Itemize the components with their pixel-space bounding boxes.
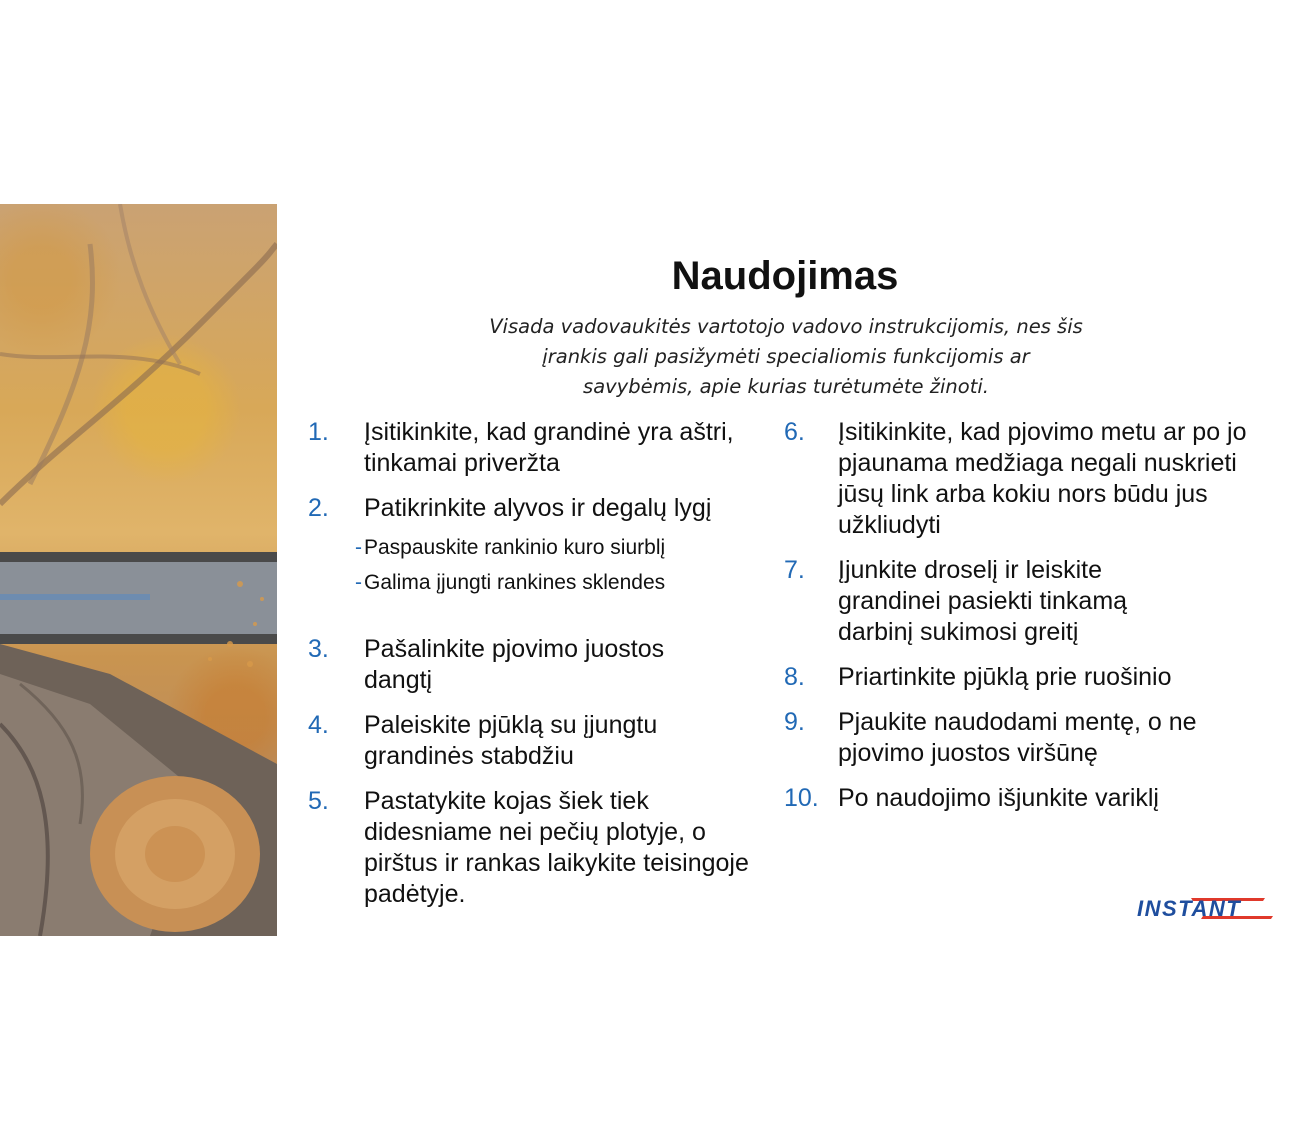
step-number: 5. <box>308 787 329 815</box>
list-item <box>308 710 778 772</box>
sub-list-item <box>355 565 778 600</box>
step-number: 10. <box>784 784 819 812</box>
instant-logo <box>1133 894 1283 922</box>
list-item <box>308 417 778 479</box>
step-number: 6. <box>784 418 805 446</box>
sub-list-item <box>355 530 778 565</box>
step-text: Paleiskite pjūklą su įjungtu grandinės stabdžiu <box>364 711 658 770</box>
step-text: Patikrinkite alyvos ir degalų lygį <box>364 494 712 522</box>
logo-text: INSTANT <box>1137 896 1242 921</box>
step-number: 2. <box>308 494 329 522</box>
list-item <box>784 555 1284 648</box>
slide <box>0 204 1300 936</box>
subtitle-line: Visada vadovaukitės vartotojo vadovo instrukcijomis, nes šis <box>489 315 1083 338</box>
step-text: Įsitikinkite, kad grandinė yra aštri, tinkamai priveržta <box>364 418 734 477</box>
list-item <box>308 493 778 524</box>
left-steps-list <box>308 417 778 924</box>
step-text: Priartinkite pjūklą prie ruošinio <box>838 663 1172 691</box>
page-title: Naudojimas <box>671 254 899 298</box>
step-text: Po naudojimo išjunkite variklį <box>838 784 1159 812</box>
step-text: Pjaukite naudodami mentę, o ne pjovimo juostos viršūnę <box>838 708 1197 767</box>
step-number: 1. <box>308 418 329 446</box>
sub-item-text: Paspauskite rankinio kuro siurblį <box>364 536 666 559</box>
list-item <box>308 634 778 696</box>
step-number: 7. <box>784 556 805 584</box>
step-text: Pašalinkite pjovimo juostos dangtį <box>364 635 665 694</box>
list-item <box>308 786 778 910</box>
list-item <box>784 783 1284 814</box>
subtitle <box>470 312 1102 402</box>
subtitle-line: savybėmis, apie kurias turėtumėte žinoti. <box>583 375 989 398</box>
right-steps-list <box>784 417 1284 828</box>
list-item <box>784 707 1284 769</box>
step-number: 4. <box>308 711 329 739</box>
sub-item-text: Galima įjungti rankines sklendes <box>364 571 666 594</box>
step-text: Įjunkite droselį ir leiskite grandinei pasiekti tinkamą darbinį sukimosi greitį <box>838 556 1128 646</box>
sub-list <box>355 530 778 600</box>
chainsaw-cutting-log-photo <box>0 204 277 936</box>
list-item <box>784 417 1284 541</box>
step-number: 3. <box>308 635 329 663</box>
step-text: Pastatykite kojas šiek tiek didesniame nei pečių plotyje, o pirštus ir rankas laikykite teisingoje padėtyje. <box>364 787 749 908</box>
step-number: 8. <box>784 663 805 691</box>
dash-bullet: - <box>355 571 362 594</box>
list-item <box>784 662 1284 693</box>
dash-bullet: - <box>355 536 362 559</box>
step-number: 9. <box>784 708 805 736</box>
step-text: Įsitikinkite, kad pjovimo metu ar po jo pjaunama medžiaga negali nuskrieti jūsų link arba kokiu nors būdu jus užkliudyti <box>838 418 1247 539</box>
subtitle-line: įrankis gali pasižymėti specialiomis funkcijomis ar <box>542 345 1030 368</box>
